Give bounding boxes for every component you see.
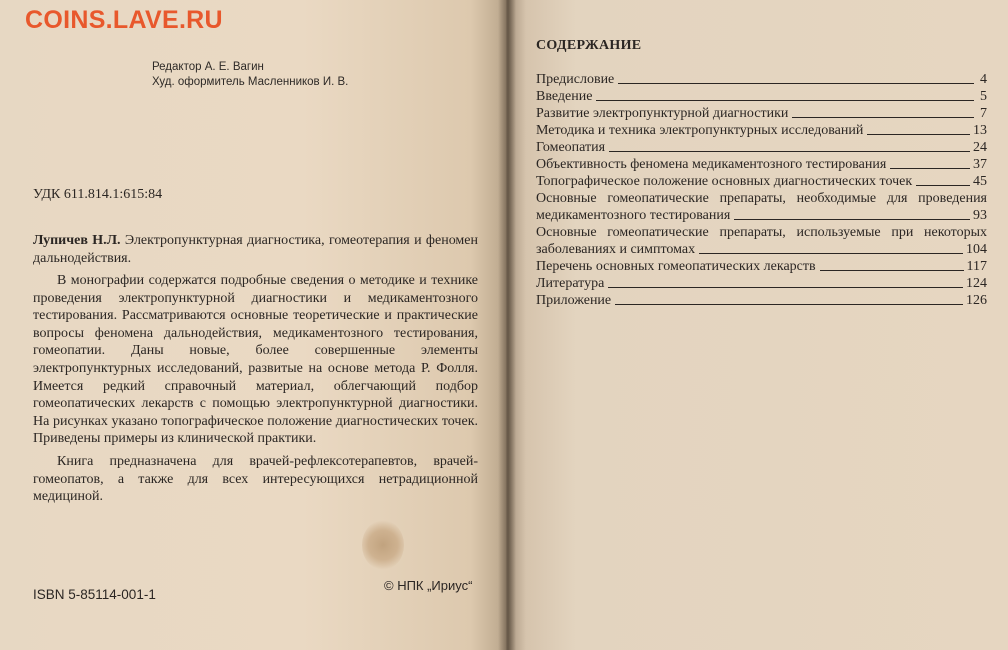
toc-page-number: 93 <box>973 208 987 223</box>
udk-code: УДК 611.814.1:615:84 <box>33 187 163 202</box>
toc-entry <box>536 190 987 224</box>
toc-entry-title: медикаментозного тестирования <box>536 208 731 223</box>
toc-entry-title: Литература <box>536 276 605 291</box>
editor-credit: Редактор А. Е. Вагин <box>152 61 264 73</box>
toc-entry-title: Гомеопатия <box>536 140 606 155</box>
toc-page-number: 104 <box>966 242 987 257</box>
toc-entry <box>536 71 987 88</box>
abstract-paragraph-2: Книга предназначена для врачей-рефлексотерапевтов, врачей-гомеопатов, а также для всех интересующихся нетрадиционной медициной. <box>33 453 478 505</box>
toc-leader-line <box>699 253 963 254</box>
abstract <box>33 272 478 506</box>
toc-page-number: 124 <box>966 276 987 291</box>
toc-leader-line <box>890 168 970 169</box>
toc-page-number: 4 <box>980 72 987 87</box>
toc-page-number: 13 <box>973 123 987 138</box>
site-watermark: COINS.LAVE.RU <box>25 6 223 34</box>
toc-entry <box>536 105 987 122</box>
toc-page-number: 24 <box>973 140 987 155</box>
toc-leader-line <box>615 304 963 305</box>
isbn: ISBN 5-85114-001-1 <box>33 587 156 602</box>
toc-entry-lead: Основные гомеопатические препараты, используемые при некоторых <box>536 225 987 240</box>
toc-entry <box>536 275 987 292</box>
toc-leader-line <box>867 134 970 135</box>
toc-entry-title: Методика и техника электропунктурных исследований <box>536 123 864 138</box>
toc-leader-line <box>596 100 974 101</box>
table-of-contents <box>536 71 987 309</box>
toc-leader-line <box>609 151 970 152</box>
toc-entry-title: Развитие электропунктурной диагностики <box>536 106 789 121</box>
toc-leader-line <box>916 185 970 186</box>
toc-entry-title: Топографическое положение основных диагностических точек <box>536 174 913 189</box>
toc-page-number: 7 <box>980 106 987 121</box>
toc-entry-title: Объективность феномена медикаментозного тестирования <box>536 157 887 172</box>
toc-entry-title: Предисловие <box>536 72 615 87</box>
bib-title: Электропунктурная диагностика, гомеотерапия и феномен дальнодействия. <box>33 233 478 266</box>
toc-page-number: 45 <box>973 174 987 189</box>
toc-leader-line <box>734 219 970 220</box>
toc-page-number: 117 <box>966 259 987 274</box>
toc-page-number: 37 <box>973 157 987 172</box>
credits-block <box>152 60 348 90</box>
designer-credit: Худ. оформитель Масленников И. В. <box>152 76 349 88</box>
toc-page-number: 126 <box>966 293 987 308</box>
toc-entry-title: Введение <box>536 89 593 104</box>
toc-entry <box>536 139 987 156</box>
toc-entry <box>536 292 987 309</box>
toc-leader-line <box>608 287 963 288</box>
toc-entry <box>536 122 987 139</box>
bibliographic-entry <box>33 232 478 267</box>
paper-stain <box>362 520 404 570</box>
toc-heading: СОДЕРЖАНИЕ <box>536 38 642 53</box>
toc-entry <box>536 173 987 190</box>
toc-entry <box>536 224 987 258</box>
toc-leader-line <box>792 117 974 118</box>
toc-entry-title: Перечень основных гомеопатических лекарств <box>536 259 816 274</box>
toc-entry <box>536 156 987 173</box>
toc-entry <box>536 88 987 105</box>
toc-leader-line <box>618 83 974 84</box>
toc-entry <box>536 258 987 275</box>
toc-entry-title: Приложение <box>536 293 612 308</box>
bib-author: Лупичев Н.Л. <box>33 233 121 248</box>
abstract-paragraph-1: В монографии содержатся подробные сведения о методике и технике проведения электропунктурной диагностики и медикаментозного тестирования. Рассматриваются основные теоретические и практические вопросы феномена дальнодействия, медикаментозного тестирования, гомеопатии. Даны новые, более совершенные элементы электропунктурных исследований, развитые на основе метода Р. Фолля. Имеется редкий справочный материал, облегчающий подбор гомеопатических лекарств с помощью электропунктурной диагностики. На рисунках указано топографическое положение диагностических точек. Приведены примеры из клинической практики. <box>33 273 478 447</box>
toc-entry-lead: Основные гомеопатические препараты, необходимые для проведения <box>536 191 987 206</box>
toc-leader-line <box>820 270 964 271</box>
copyright: © НПК „Ириус“ <box>384 578 473 593</box>
toc-entry-title: заболеваниях и симптомах <box>536 242 696 257</box>
toc-page-number: 5 <box>980 89 987 104</box>
book-gutter <box>498 0 516 650</box>
